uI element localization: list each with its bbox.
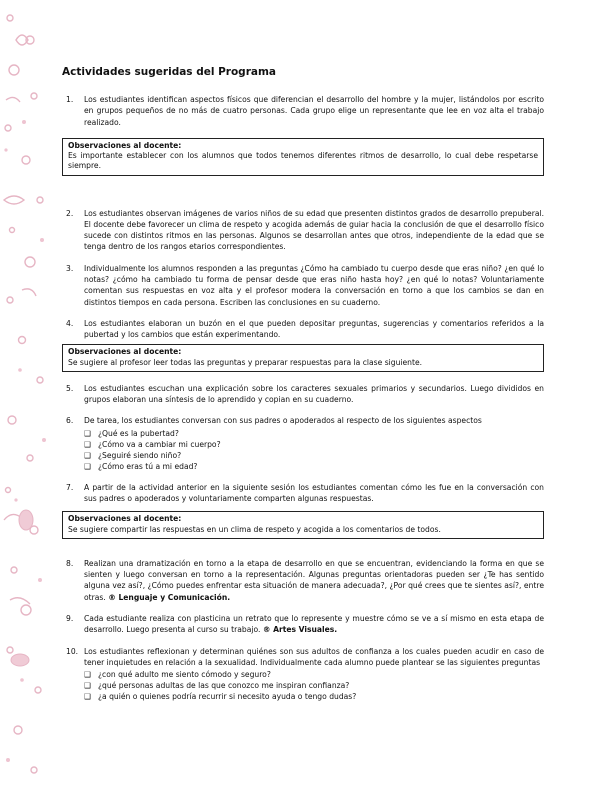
list-item — [62, 318, 544, 341]
item-text: Individualmente los alumnos responden a las preguntas ¿Cómo ha cambiado tu cuerpo desde que eras niño? ¿en qué lo notas? ¿cómo ha cambiado tu forma de pensar desde que eras niño hasta hoy? ¿en qué lo notas? Voluntariamente comentan sus respuestas en voz alta y el profesor modera la conversación en torno a que los cambios se dan en distintos tiempos en cada persona. Escriben las conclusiones en su cuaderno. — [84, 263, 544, 307]
checkbox-icon: ❑ — [84, 461, 91, 471]
subject-area: ® Artes Visuales. — [262, 625, 338, 635]
checkbox-icon: ❑ — [84, 439, 91, 449]
observation-text: Se sugiere al profesor leer todas las preguntas y preparar respuestas para la clase siguiente. — [68, 357, 423, 367]
question-item: ❑ ¿Cómo eras tú a mi edad? — [84, 461, 198, 471]
list-item — [62, 208, 544, 253]
item-text: Realizan una dramatización en torno a la etapa de desarrollo en que se encuentran, evidenciando la forma en que se sienten y luego conversan en torno a la representación. Algunas preguntas orientadoras pueden ser ¿Te has sentido alguna vez así?, ¿Cómo puedes enfrentar esta situación de manera adecuada?, ¿Por qué crees que te sientes así?, entre otras. — [84, 558, 544, 602]
observation-text: Es importante establecer con los alumnos que todos tenemos diferentes ritmos de desarrollo, lo cual debe respetarse siempre. — [68, 151, 538, 171]
item-text: Los estudiantes escuchan una explicación sobre los caracteres sexuales primarios y secundarios. Luego divididos en grupos elaboran una síntesis de lo aprendido y copian en su cuaderno. — [84, 383, 544, 405]
checkbox-icon: ❑ — [84, 681, 91, 691]
checkbox-icon: ❑ — [84, 670, 91, 680]
list-item — [62, 646, 544, 703]
item-text: De tarea, los estudiantes conversan con sus padres o apoderados al respecto de los siguientes aspectos — [84, 416, 482, 426]
page-title: Actividades sugeridas del Programa — [62, 66, 276, 78]
checkbox-icon: ❑ — [84, 692, 91, 702]
observation-text: Se sugiere compartir las respuestas en un clima de respeto y acogida a los comentarios de todos. — [68, 524, 441, 534]
item-number: 9. — [66, 613, 74, 623]
question-item: ❑ ¿qué personas adultas de las que conozco me inspiran confianza? — [84, 681, 350, 691]
question-item: ❑ ¿con qué adulto me siento cómodo y seguro? — [84, 670, 271, 680]
observation-box — [62, 511, 544, 538]
item-number: 8. — [66, 558, 74, 568]
item-number: 6. — [66, 416, 74, 426]
list-item — [62, 558, 544, 603]
item-text: Los estudiantes reflexionan y determinan quiénes son sus adultos de confianza a los cuales pueden acudir en caso de tener inquietudes en relación a la sexualidad. Individualmente cada alumno puede plantear se las siguientes preguntas — [84, 646, 544, 667]
item-number: 10. — [66, 646, 79, 656]
checkbox-icon: ❑ — [84, 428, 91, 438]
observation-box — [62, 344, 544, 371]
item-text: Los estudiantes observan imágenes de varios niños de su edad que presenten distintos grados de desarrollo prepuberal. El docente debe favorecer un clima de respeto y acogida además de guiar hacia la conclusión de que el desarrollo físico sucede con distintos ritmos en las personas. Algunos se desarrollan antes que otros, independiente de la edad que se tenga dentro de los rangos etarios correspondientes. — [84, 208, 545, 252]
list-item — [62, 263, 544, 308]
item-text: A partir de la actividad anterior en la siguiente sesión los estudiantes comentan cómo les fue en la conversación con sus padres o apoderados y voluntariamente comparten algunas respuestas. — [84, 482, 544, 504]
item-text: Cada estudiante realiza con plasticina un retrato que lo represente y muestre cómo se ve a sí mismo en esta etapa de desarrollo. Luego presenta al curso su trabajo. — [84, 613, 544, 635]
subject-area: ® Lenguaje y Comunicación. — [108, 592, 231, 602]
list-item — [62, 415, 544, 471]
observation-title: Observaciones al docente: — [68, 347, 182, 357]
item-number: 3. — [66, 263, 74, 273]
main-content — [62, 66, 544, 712]
item-number: 7. — [66, 482, 74, 492]
item-number: 5. — [66, 383, 74, 393]
decorative-border — [0, 0, 52, 800]
question-item: ❑ ¿Cómo va a cambiar mi cuerpo? — [84, 439, 221, 449]
item-number: 2. — [66, 208, 74, 218]
question-list — [84, 428, 544, 472]
question-item: ❑ ¿Qué es la pubertad? — [84, 428, 179, 438]
item-text: Los estudiantes elaboran un buzón en el que pueden depositar preguntas, sugerencias y comentarios referidos a la pubertad y los cambios que están experimentando. — [84, 318, 544, 340]
list-item — [62, 94, 544, 128]
observation-box — [62, 138, 544, 176]
observation-title: Observaciones al docente: — [68, 514, 182, 524]
question-item: ❑ ¿Seguiré siendo niño? — [84, 450, 182, 460]
observation-title: Observaciones al docente: — [68, 140, 182, 150]
item-text: Los estudiantes identifican aspectos físicos que diferencian el desarrollo del hombre y la mujer, listándolos por escrito en grupos pequeños de no más de cuatro personas. Cada grupo elige un representante que lee en voz alta el trabajo realizado. — [84, 95, 544, 127]
list-item — [62, 613, 544, 636]
item-number: 4. — [66, 318, 74, 328]
question-list — [84, 669, 544, 702]
list-item — [62, 482, 544, 505]
checkbox-icon: ❑ — [84, 450, 91, 460]
question-item: ❑ ¿a quién o quienes podría recurrir si necesito ayuda o tengo dudas? — [84, 692, 357, 702]
list-item — [62, 383, 544, 406]
item-number: 1. — [66, 95, 74, 104]
